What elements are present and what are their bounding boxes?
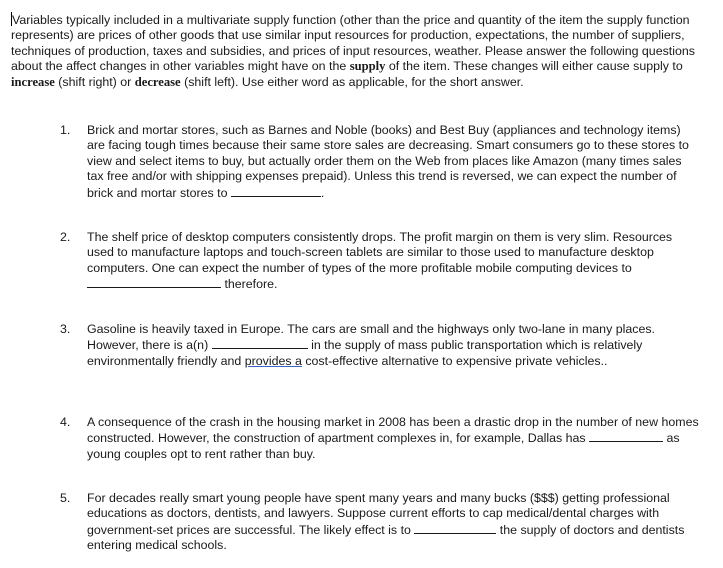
question-text bbox=[87, 123, 700, 201]
question-5-text: For decades really smart young people have spent many years and many bucks ($$$) getting professional educations as doctors, dentists, and lawyers. Suppose current efforts to cap medical/dental charges with government-set prices are successful. The likely effect is to bbox=[87, 491, 670, 537]
answer-blank-3[interactable] bbox=[212, 337, 308, 349]
question-4-text: A consequence of the crash in the housing market in 2008 has been a drastic drop in the number of new homes constructed. However, the construction of apartment complexes in, for example, Dallas has bbox=[87, 415, 699, 446]
question-4-end: as young couples opt to rent rather than buy. bbox=[87, 431, 680, 461]
question-number: 3. bbox=[60, 322, 71, 336]
question-text bbox=[87, 491, 700, 554]
answer-blank-1[interactable] bbox=[231, 185, 321, 197]
grammar-flagged-text[interactable]: provides a bbox=[244, 353, 302, 368]
increase-word: increase bbox=[11, 74, 55, 89]
question-3-middle: in the supply of mass public transportation which is relatively environmentally friendly and bbox=[87, 338, 643, 368]
question-2-text: The shelf price of desktop computers consistently drops. The profit margin on them is very slim. Resources used to manufacture laptops and touch-screen tablets are similar to those used to manufacture desktop computers. One can expect the number of types of the more profitable mobile computing devices to bbox=[87, 230, 673, 275]
question-text bbox=[87, 415, 700, 462]
intro-paragraph bbox=[11, 12, 701, 90]
question-3-end: cost-effective alternative to expensive private vehicles.. bbox=[301, 353, 608, 368]
answer-blank-2[interactable] bbox=[87, 276, 221, 288]
decrease-word: decrease bbox=[134, 74, 181, 89]
question-number: 5. bbox=[60, 491, 71, 505]
answer-blank-4[interactable] bbox=[589, 430, 663, 442]
question-5-end: the supply of doctors and dentists entering medical schools. bbox=[87, 522, 685, 553]
question-text bbox=[87, 322, 700, 369]
intro-text-4: (shift left). Use either word as applicable, for the short answer. bbox=[180, 74, 524, 89]
question-1-end: . bbox=[320, 185, 325, 200]
supply-word: supply bbox=[349, 59, 386, 74]
intro-text-3: (shift right) or bbox=[54, 74, 135, 89]
answer-blank-5[interactable] bbox=[414, 522, 496, 534]
question-2-end: therefore. bbox=[221, 277, 278, 292]
question-number: 1. bbox=[60, 123, 71, 137]
intro-text-1: Variables typically included in a multivariate supply function (other than the price and quantity of the item the supply function represents) are prices of other goods that use similar input resources for production, expectations, the number of suppliers, techniques of production, taxes and subsidies, and prices of input resources, weather. Please answer the following questions about the affect changes in other variables might have on the bbox=[11, 13, 695, 74]
question-number: 2. bbox=[60, 230, 71, 244]
question-3-text: Gasoline is heavily taxed in Europe. The cars are small and the highways only two-lane in many places. However, there is a(n) bbox=[87, 322, 655, 353]
question-text bbox=[87, 230, 700, 293]
intro-text-2: of the item. These changes will either cause supply to bbox=[385, 59, 683, 74]
question-1-text: Brick and mortar stores, such as Barnes and Noble (books) and Best Buy (appliances and technology items) are facing tough times because their same store sales are decreasing. Smart consumers go to these stores to view and select items to buy, but actually order them on the Web from places like Amazon (many times sales tax free and/or with shipping expenses prepaid). Unless this trend is reversed, we can expect the number of brick and mortar stores to bbox=[87, 123, 689, 200]
question-number: 4. bbox=[60, 415, 71, 429]
